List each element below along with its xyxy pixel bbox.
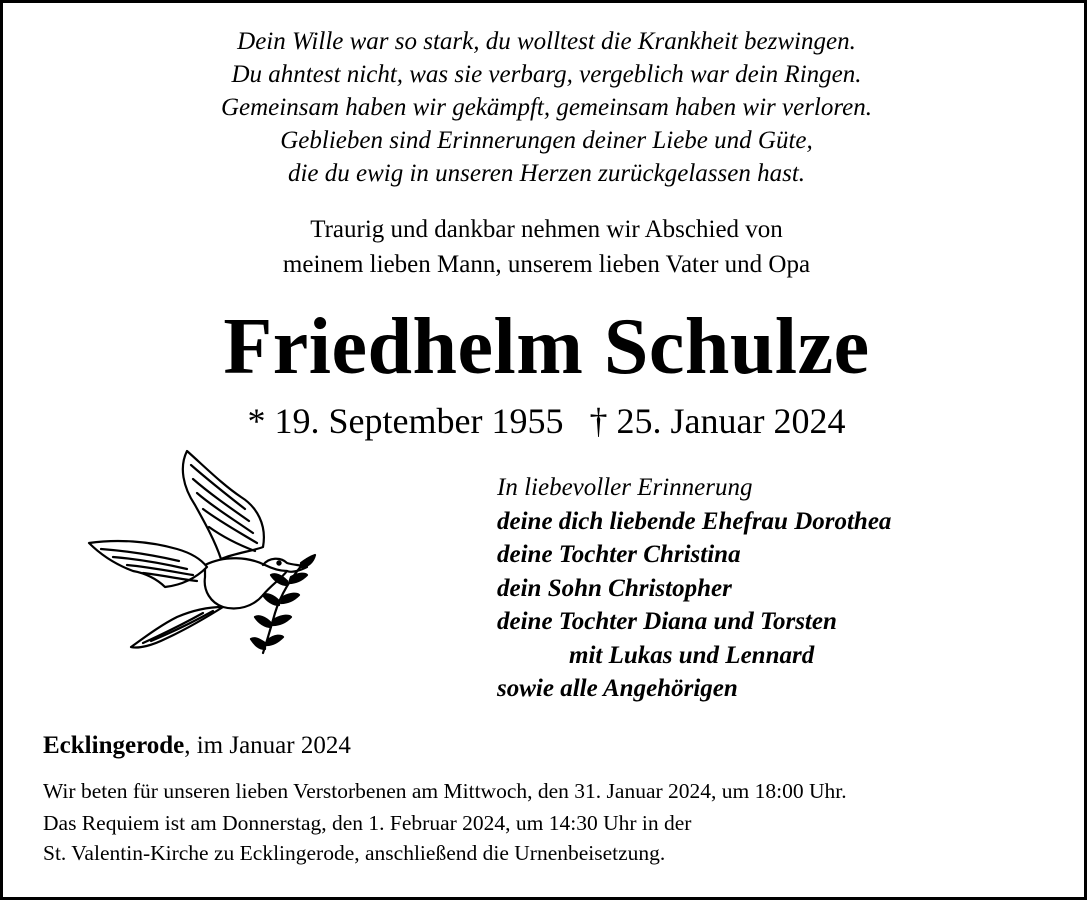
mourner-line: deine Tochter Christina [497,541,741,568]
mourner-line: mit Lukas und Lennard [569,641,815,669]
mourner-line: sowie alle Angehörigen [497,675,738,702]
death-date: † 25. Januar 2024 [589,401,846,441]
intro-line: Traurig und dankbar nehmen wir Abschied von [310,216,783,243]
deceased-name: Friedhelm Schulze [223,303,870,391]
intro-line: meinem lieben Mann, unserem lieben Vater und Opa [282,251,811,278]
place-and-date [43,730,351,762]
poem-line: die du ewig in unseren Herzen zurückgelassen hast. [287,160,806,187]
farewell-intro [3,212,1087,282]
birth-date: * 19. September 1955 [247,401,564,441]
dove-with-olive-branch-icon [87,447,317,657]
place-date: , im Januar 2024 [184,732,351,759]
poem-line: Dein Wille war so stark, du wolltest die Krankheit bezwingen. [237,28,856,55]
poem-line: Gemeinsam haben wir gekämpft, gemeinsam haben wir verloren. [220,94,873,121]
mourners-heading: In liebevoller Erinnerung [497,474,753,501]
poem-line: Du ahntest nicht, was sie verbarg, vergeblich war dein Ringen. [231,61,862,88]
service-info [43,776,847,868]
service-line: St. Valentin-Kirche zu Ecklingerode, anschließend die Urnenbeisetzung. [43,841,666,865]
mourner-line: deine dich liebende Ehefrau Dorothea [497,507,892,535]
mourner-line: dein Sohn Christopher [497,574,732,602]
town-name: Ecklingerode [43,732,185,759]
mourner-line: deine Tochter Diana und Torsten [497,608,837,635]
poem [3,25,1087,190]
mourners-list [497,471,891,706]
poem-line: Geblieben sind Erinnerungen deiner Liebe und Güte, [280,127,813,154]
service-line: Das Requiem ist am Donnerstag, den 1. Februar 2024, um 14:30 Uhr in der [43,811,692,835]
service-line: Wir beten für unseren lieben Verstorbenen am Mittwoch, den 31. Januar 2024, um 18:00 Uhr. [43,779,847,803]
life-dates [3,399,1087,443]
